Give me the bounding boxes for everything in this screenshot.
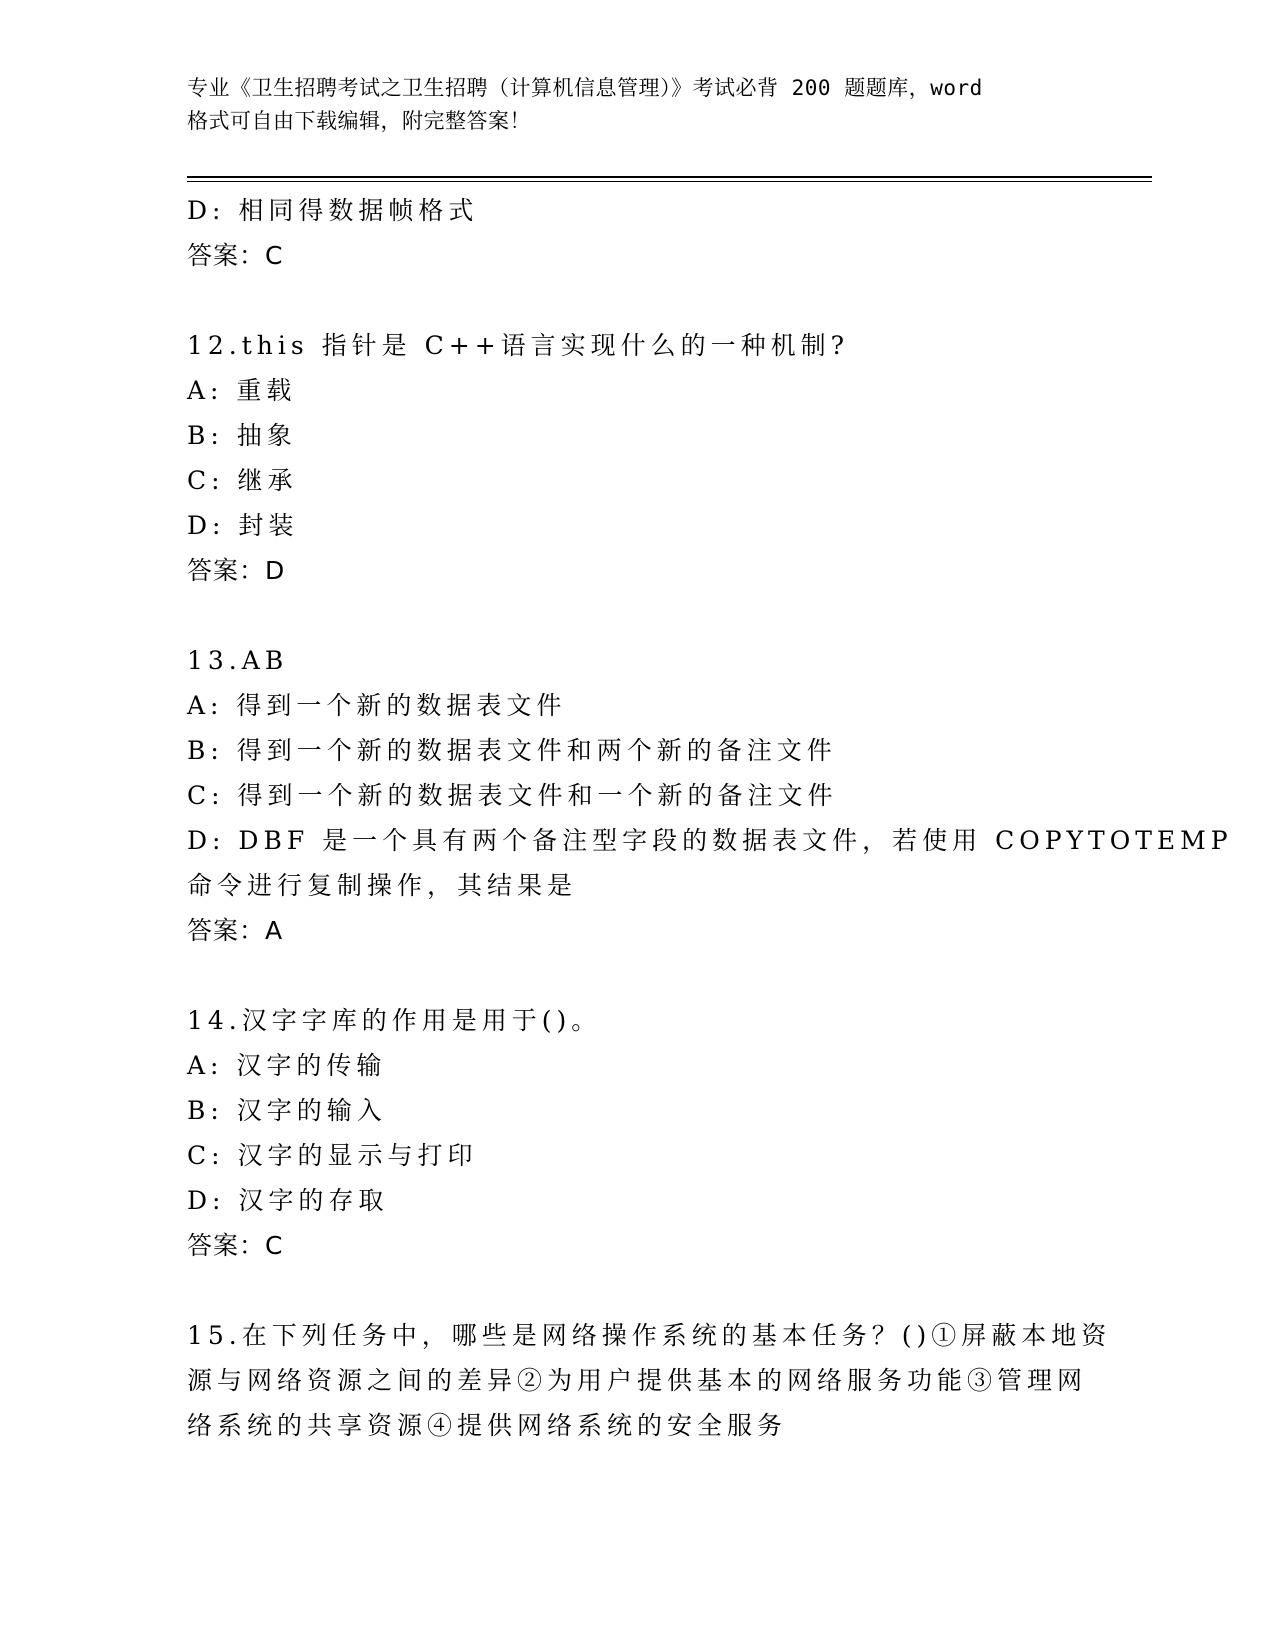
- header-divider-thin: [187, 181, 1152, 182]
- option-b: B: 汉字的输入: [187, 1096, 387, 1125]
- document-header: [187, 72, 1087, 138]
- option-a: A: 汉字的传输: [187, 1051, 387, 1080]
- spacer: [187, 1268, 1087, 1313]
- option-c: C: 得到一个新的数据表文件和一个新的备注文件: [187, 781, 838, 810]
- question-text-line-3: 络系统的共享资源④提供网络系统的安全服务: [187, 1411, 788, 1440]
- option-a: A: 得到一个新的数据表文件: [187, 691, 567, 720]
- question-13: [187, 638, 1233, 953]
- option-d-line-2: 命令进行复制操作，其结果是: [187, 871, 578, 900]
- option-d: D: 相同得数据帧格式: [187, 196, 479, 225]
- option-b: B: 得到一个新的数据表文件和两个新的备注文件: [187, 736, 837, 765]
- question-text: 14.汉字字库的作用是用于()。: [187, 1006, 602, 1035]
- question-14: [187, 998, 1087, 1268]
- header-line-1: 专业《卫生招聘考试之卫生招聘（计算机信息管理）》考试必背 200 题题库，word: [187, 76, 983, 100]
- answer: 答案：D: [187, 556, 286, 585]
- answer: 答案：A: [187, 916, 284, 945]
- question-text: 13.AB: [187, 646, 289, 675]
- answer: 答案：C: [187, 241, 284, 270]
- option-c: C: 汉字的显示与打印: [187, 1141, 478, 1170]
- spacer: [187, 593, 1087, 638]
- option-d: D: 汉字的存取: [187, 1186, 389, 1215]
- header-line-2: 格式可自由下载编辑，附完整答案！: [187, 109, 531, 133]
- question-list: [187, 188, 1233, 1448]
- question-15: [187, 1313, 1112, 1448]
- question-text-line-1: 15.在下列任务中，哪些是网络操作系统的基本任务？()①屏蔽本地资: [187, 1321, 1112, 1350]
- option-c: C: 继承: [187, 466, 298, 495]
- spacer: [187, 953, 1087, 998]
- question-text: 12.this 指针是 C++语言实现什么的一种机制?: [187, 331, 850, 360]
- question-11-tail: [187, 188, 1087, 278]
- option-a: A: 重载: [187, 376, 297, 405]
- spacer: [187, 278, 1087, 323]
- answer: 答案：C: [187, 1231, 284, 1260]
- option-b: B: 抽象: [187, 421, 297, 450]
- question-text-line-2: 源与网络资源之间的差异②为用户提供基本的网络服务功能③管理网: [187, 1366, 1088, 1395]
- header-divider-thick: [187, 176, 1152, 178]
- option-d-line-1: D: DBF 是一个具有两个备注型字段的数据表文件，若使用 COPYTOTEMP: [187, 826, 1233, 855]
- option-d: D: 封装: [187, 511, 299, 540]
- question-12: [187, 323, 1087, 593]
